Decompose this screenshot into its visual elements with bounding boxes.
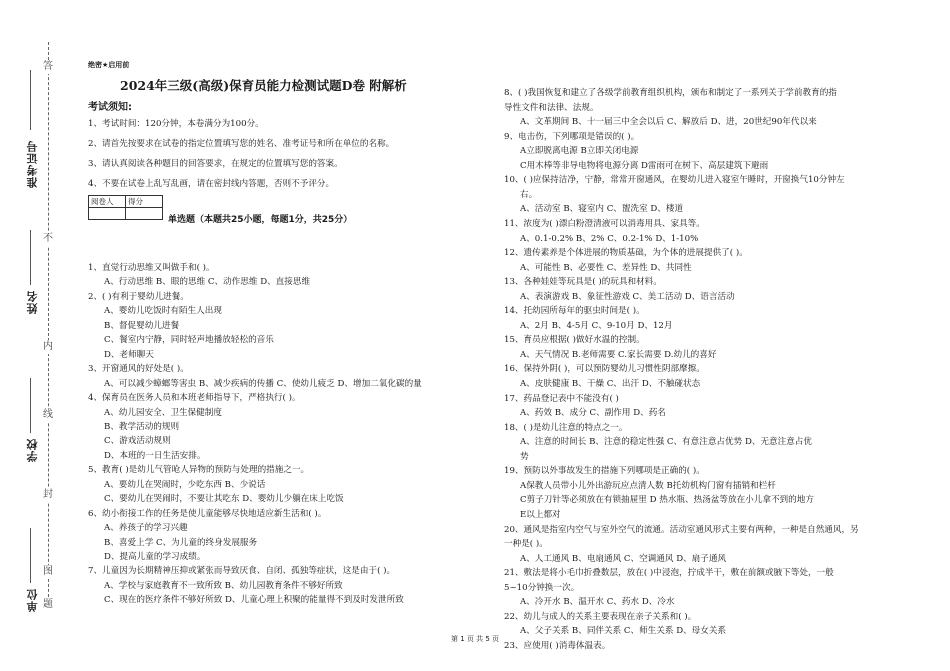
question-line: 12、遗传素养是个体进展的物质基础，为个体的进展提供了( )。 — [504, 248, 748, 259]
question-line: 5~10分钟换一次。 — [504, 582, 580, 593]
seal-mark-4: 线 — [40, 408, 56, 422]
question-line: A、0.1-0.2% B、2% C、0.2-1% D、1-10% — [520, 233, 699, 244]
question-line: 9、电击伤，下列哪项是错误的( )。 — [504, 131, 640, 142]
question-line: 2、( )有利于婴幼儿进餐。 — [88, 291, 189, 302]
question-line: 22、幼儿与成人的关系主要表现在亲子关系和( )。 — [504, 611, 697, 622]
notice-title: 考试须知: — [88, 102, 132, 113]
seal-mark-5: 封 — [40, 488, 56, 502]
score-input[interactable] — [126, 208, 163, 220]
question-line: 20、通风是指室内空气与室外空气的流通。活动室通风形式主要有两种，一种是自然通风，另 — [504, 524, 859, 535]
page-footer: 第 1 页 共 5 页 — [450, 635, 500, 643]
notice-item-3: 3、请认真阅读各种题目的回答要求，在规定的位置填写您的答案。 — [88, 159, 343, 169]
seal-mark-7: 题 — [40, 598, 56, 612]
question-line: A、人工通风 B、电扇通风 C、空调通风 D、扇子通风 — [520, 553, 727, 564]
question-line: 5、教育( )是幼儿气管呛人异物的预防与处理的措施之一。 — [88, 465, 310, 476]
seal-mark-2: 不 — [40, 232, 56, 246]
seal-mark-3: 内 — [40, 340, 56, 354]
question-line: B、督促婴幼儿进餐 — [104, 320, 180, 331]
question-line: A、注意的时间长 B、注意的稳定性强 C、有意注意占优势 D、无意注意占优 — [520, 437, 812, 448]
seal-mark-6: 图 — [40, 565, 56, 579]
seal-mark-1: 答 — [40, 60, 56, 74]
question-line: B、喜爱上学 C、为儿童的终身发展服务 — [104, 537, 258, 548]
question-line: 8、( )我国恢复和建立了各级学前教育组织机构，颁布和制定了一系列关于学前教育的指 — [504, 88, 837, 98]
question-line: 4、保育员在医务人员和本班老师指导下，严格执行( )。 — [88, 393, 301, 404]
question-line: D、提高儿童的学习成绩。 — [104, 552, 206, 562]
question-line: C、游戏活动规则 — [104, 436, 171, 447]
question-line: A、表演游戏 B、象征性游戏 C、美工活动 D、语言活动 — [520, 291, 735, 302]
exam-id-label: 准考证号 — [26, 140, 39, 188]
seal-line — [48, 42, 49, 612]
question-line: A、活动室 B、寝室内 C、盥洗室 D、楼道 — [520, 204, 684, 215]
unit-label: 单位 — [26, 588, 39, 612]
question-line: A、皮肤健康 B、干燥 C、出汗 D、不触碰状态 — [520, 379, 701, 389]
question-line: D、本班的一日生活安排。 — [104, 450, 206, 461]
question-line: D、老师聊天 — [104, 349, 154, 360]
question-line: 10、( )应保持洁净，宁静，常常开窗通风，在婴幼儿进入寝室午睡时，开窗换气10分钟左 — [504, 175, 845, 186]
question-line: E以上都对 — [520, 509, 561, 520]
grader-input[interactable] — [89, 208, 126, 220]
question-line: C、餐室内宁静，同时轻声地播放轻松的音乐 — [104, 335, 274, 346]
question-line: C剪子刀针等必须放在有锁抽屉里 D 热水瓶、热汤盆等放在小儿拿不到的地方 — [520, 495, 814, 506]
question-line: A立即脱离电源 B立即关闭电源 — [520, 146, 639, 157]
question-line: 右。 — [520, 189, 538, 200]
school-label: 学校 — [26, 438, 39, 462]
notice-item-1: 1、考试时间：120分钟，本卷满分为100分。 — [88, 119, 264, 129]
question-line: 21、敷法是将小毛巾折叠数层，放在( )中浸泡，拧成半干，敷在前额或腋下等处，一般 — [504, 568, 834, 579]
unit-field[interactable] — [30, 528, 31, 583]
exam-id-field[interactable] — [30, 70, 31, 130]
question-line: C、现在的医疗条件不够好所致 D、儿童心理上积聚的能量得不到及时发泄所致 — [104, 595, 404, 606]
question-line: 1、直觉行动思维又叫做手和( )。 — [88, 263, 215, 273]
question-line: A、父子关系 B、同伴关系 C、师生关系 D、母女关系 — [520, 626, 727, 637]
question-line: 13、各种娃娃等玩具是( )的玩具和材料。 — [504, 277, 662, 288]
question-line: 7、儿童因为长期精神压抑或紧张而导致厌食、自闭、孤独等症状，这是由于( )。 — [88, 566, 396, 577]
question-line: C用木棒等非导电物将电源分离 D雷雨可在树下、高层建筑下避雨 — [520, 160, 769, 171]
question-line: A、文革期间 B、十一届三中全会以后 C、解放后 D、进，20世纪90年代以来 — [520, 117, 817, 128]
question-line: 势 — [520, 451, 529, 462]
question-line: 17、药品登记表中不能没有( ) — [504, 393, 619, 404]
question-line: 一种是( )。 — [504, 539, 548, 550]
question-line: A保教人员带小儿外出游玩应点清人数 B托幼机构门窗有插销和栏杆 — [520, 480, 776, 491]
question-line: A、可以减少蟑螂等害虫 B、减少疾病的传播 C、使幼儿疲乏 D、增加二氧化碳的量 — [104, 378, 422, 389]
score-cell: 得分 — [126, 196, 163, 208]
score-table — [88, 195, 163, 220]
grader-cell: 阅卷人 — [89, 196, 126, 208]
question-line: A、要幼儿在哭闹时，少吃东西 B、少说话 — [104, 479, 266, 490]
question-line: A、药效 B、成分 C、副作用 D、药名 — [520, 408, 666, 419]
question-line: 23、应使用( )消毒体温表。 — [504, 640, 611, 651]
question-line: 14、托幼园所每年的驱虫时间是( )。 — [504, 306, 645, 317]
question-line: 15、育员应根据( )做好水温的控制。 — [504, 335, 645, 346]
question-line: A、可能性 B、必要性 C、差异性 D、共同性 — [520, 262, 692, 273]
question-line: B、教学活动的规则 — [104, 421, 180, 432]
question-line: A、2月 B、4-5月 C、9-10月 D、12月 — [520, 320, 673, 331]
question-line: A、养孩子的学习兴趣 — [104, 523, 188, 534]
notice-item-2: 2、请首先按要求在试卷的指定位置填写您的姓名、准考证号和所在单位的名称。 — [88, 139, 395, 149]
name-field[interactable] — [30, 230, 31, 285]
binding-margin — [0, 0, 70, 671]
question-line: A、婴幼儿吃饭时有陌生人出现 — [104, 306, 222, 317]
question-line: C、要幼儿在哭闹时，不要让其吃东 D、婴幼儿少躺在床上吃饭 — [104, 494, 344, 505]
question-line: A、冷开水 B、温开水 C、药水 D、冷水 — [520, 597, 675, 608]
question-line: 18、( )是幼儿注意的特点之一。 — [504, 422, 628, 433]
question-line: 19、预防以外事故发生的措施下列哪项是正确的( )。 — [504, 466, 705, 477]
document-title: 2024年三级(高级)保育员能力检测试题D卷 附解析 — [120, 78, 407, 93]
question-line: A、行动思维 B、眼的思维 C、动作思维 D、直接思维 — [104, 277, 311, 288]
question-line: 6、幼小衔接工作的任务是使儿童能够尽快地适应新生活和( )。 — [88, 508, 327, 519]
secret-mark: 绝密★启用前 — [88, 61, 130, 69]
question-line: A、学校与家庭教育不一致所致 B、幼儿园教育条件不够好所致 — [104, 580, 343, 591]
name-label: 姓名 — [26, 290, 39, 314]
question-line: 11、浓度为( )漂白粉澄清液可以消毒用具、家具等。 — [504, 218, 705, 229]
question-line: 16、保持外阴( )，可以预防婴幼儿习惯性阴部摩擦。 — [504, 364, 705, 375]
notice-item-4: 4、不要在试卷上乱写乱画，请在密封线内答题，否则不予评分。 — [88, 179, 335, 189]
question-line: A、幼儿园安全、卫生保健制度 — [104, 407, 222, 418]
school-field[interactable] — [30, 378, 31, 433]
section-heading: 单选题（本题共25小题，每题1分，共25分） — [168, 215, 353, 225]
question-line: A、天气情况 B.老师需要 C.家长需要 D.幼儿的喜好 — [520, 349, 717, 360]
question-line: 3、开窗通风的好处是( )。 — [88, 364, 189, 375]
question-line: 导性文件和法律、法规。 — [504, 102, 599, 113]
